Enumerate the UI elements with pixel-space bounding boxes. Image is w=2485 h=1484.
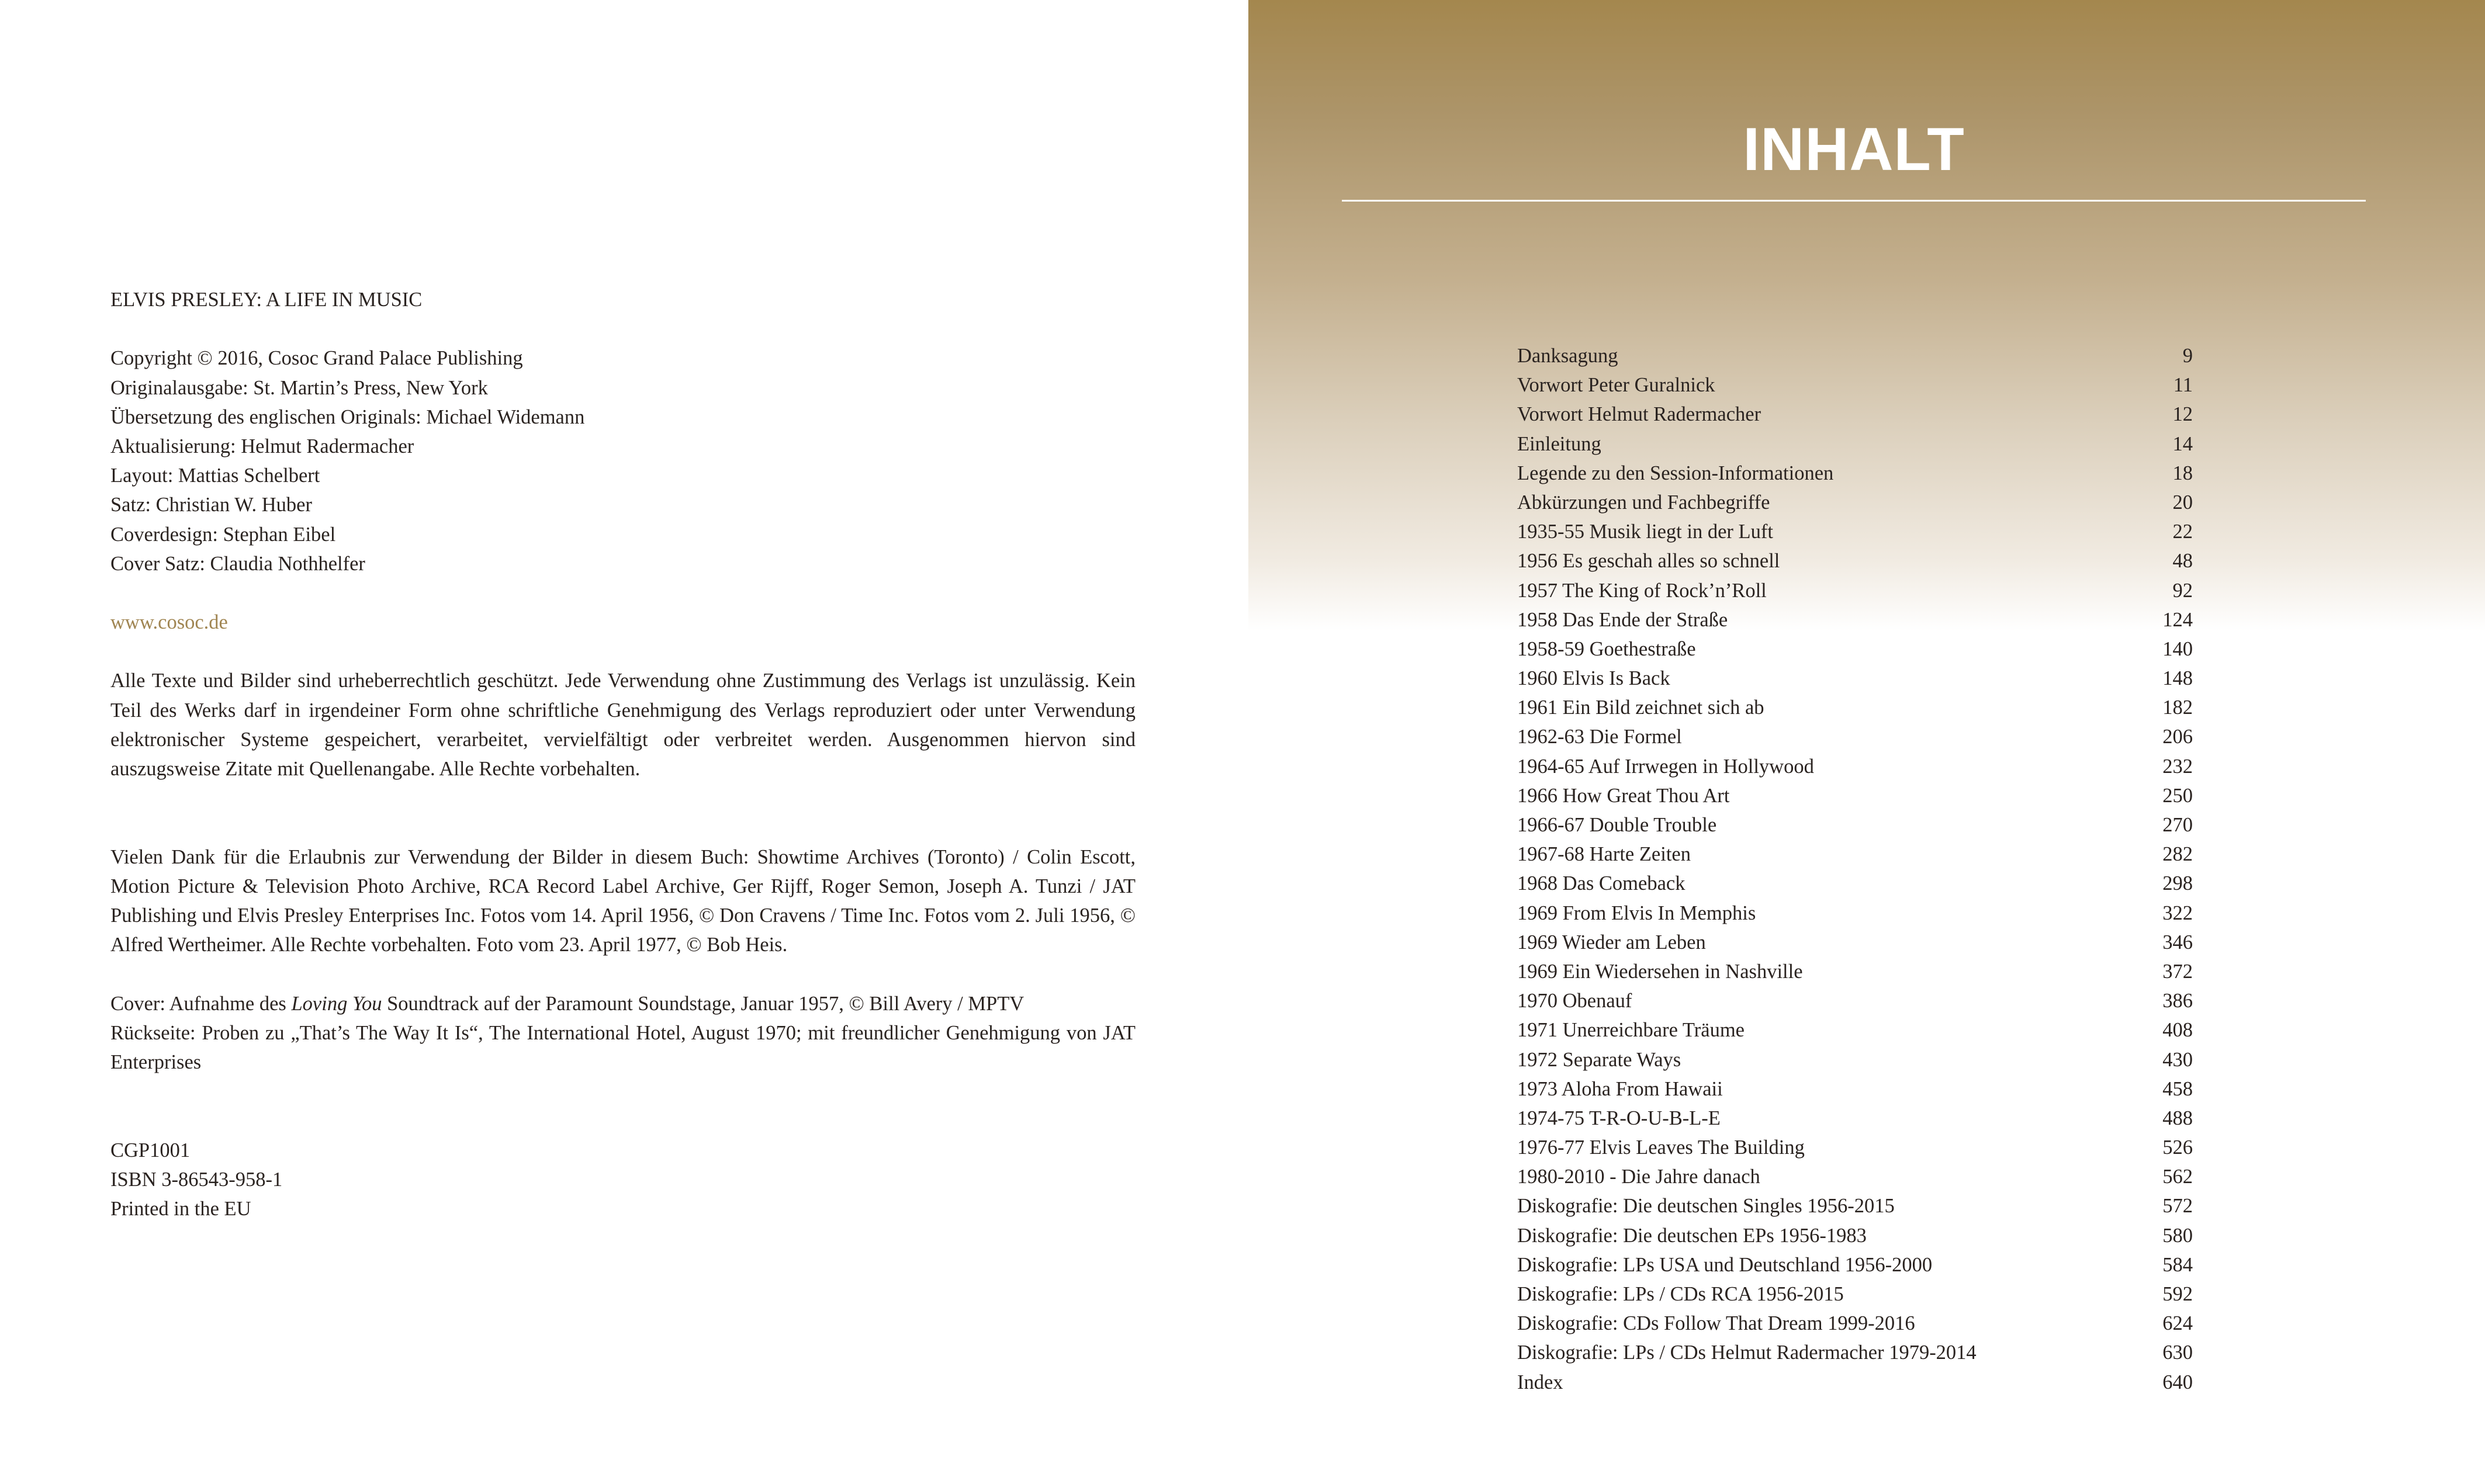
toc-entry[interactable] (1517, 576, 2193, 605)
toc-entry-page: 250 (2162, 784, 2193, 807)
toc-entry[interactable] (1517, 986, 2193, 1015)
toc-entry-page: 11 (2173, 374, 2193, 397)
toc-entry-label: 1980-2010 - Die Jahre danach (1517, 1166, 1760, 1188)
toc-entry-page: 9 (2182, 345, 2193, 367)
toc-entry-label: Einleitung (1517, 432, 1601, 455)
toc-entry[interactable] (1517, 928, 2193, 957)
imprint-block (110, 285, 1136, 1223)
toc-entry-label: 1966 How Great Thou Art (1517, 784, 1730, 807)
toc-entry-label: 1970 Obenauf (1517, 990, 1632, 1013)
toc-entry[interactable] (1517, 1104, 2193, 1133)
cover-credit (110, 989, 1136, 1018)
toc-entry[interactable] (1517, 429, 2193, 459)
toc-entry-page: 458 (2162, 1077, 2193, 1100)
toc-entry-page: 630 (2162, 1341, 2193, 1364)
toc-entry-page: 232 (2162, 755, 2193, 778)
toc-entry-label: 1935-55 Musik liegt in der Luft (1517, 521, 1773, 543)
toc-entry-label: Legende zu den Session-Informationen (1517, 462, 1834, 484)
toc-entry-page: 322 (2162, 902, 2193, 924)
cover-credit-prefix: Cover: Aufnahme des (110, 992, 292, 1015)
toc-entry-label: 1974-75 T-R-O-U-B-L-E (1517, 1107, 1721, 1129)
toc-entry[interactable] (1517, 1015, 2193, 1045)
toc-entry[interactable] (1517, 869, 2193, 898)
toc-entry-page: 386 (2162, 990, 2193, 1013)
toc-entry[interactable] (1517, 1162, 2193, 1191)
toc-entry-page: 48 (2172, 550, 2193, 573)
toc-entry[interactable] (1517, 1309, 2193, 1338)
toc-entry[interactable] (1517, 781, 2193, 810)
table-of-contents (1517, 341, 2193, 1397)
toc-entry-label: 1962-63 Die Formel (1517, 726, 1682, 748)
toc-entry[interactable] (1517, 899, 2193, 928)
toc-entry[interactable] (1517, 810, 2193, 840)
toc-entry[interactable] (1517, 1368, 2193, 1397)
toc-entry-page: 624 (2162, 1312, 2193, 1335)
toc-entry-page: 12 (2172, 403, 2193, 426)
toc-entry-label: Abkürzungen und Fachbegriffe (1517, 491, 1770, 514)
toc-entry-page: 346 (2162, 931, 2193, 953)
toc-entry-label: 1969 From Elvis In Memphis (1517, 902, 1756, 924)
toc-entry-page: 562 (2162, 1166, 2193, 1188)
toc-entry-label: Diskografie: LPs USA und Deutschland 1956-2000 (1517, 1253, 1933, 1276)
toc-entry-page: 584 (2162, 1253, 2193, 1276)
toc-entry-page: 298 (2162, 872, 2193, 895)
toc-entry-label: 1969 Wieder am Leben (1517, 931, 1706, 953)
toc-entry-label: 1968 Das Comeback (1517, 872, 1685, 895)
toc-entry-label: 1967-68 Harte Zeiten (1517, 843, 1691, 866)
toc-entry[interactable] (1517, 341, 2193, 370)
toc-entry-label: Vorwort Peter Guralnick (1517, 374, 1715, 397)
back-cover-credit: Rückseite: Proben zu „That’s The Way It Is“, The International Hotel, August 1970; mit freundlicher Genehmigung von JAT Enterprises (110, 1021, 1136, 1074)
toc-entry-page: 572 (2162, 1195, 2193, 1218)
toc-entry-page: 592 (2162, 1283, 2193, 1305)
toc-entry[interactable] (1517, 605, 2193, 634)
toc-entry-page: 526 (2162, 1136, 2193, 1159)
toc-entry-page: 282 (2162, 843, 2193, 866)
toc-entry-label: 1964-65 Auf Irrwegen in Hollywood (1517, 755, 1814, 778)
toc-entry-page: 20 (2172, 491, 2193, 514)
toc-entry[interactable] (1517, 1045, 2193, 1074)
heading-divider (1342, 200, 2366, 202)
toc-entry-page: 92 (2172, 579, 2193, 602)
toc-entry[interactable] (1517, 693, 2193, 722)
website-link[interactable]: www.cosoc.de (110, 611, 228, 634)
cover-credit-suffix: Soundtrack auf der Paramount Soundstage, Januar 1957, © Bill Avery / MPTV (382, 992, 1025, 1015)
toc-entry-page: 488 (2162, 1107, 2193, 1129)
toc-entry[interactable] (1517, 400, 2193, 429)
credit-line: Coverdesign: Stephan Eibel (110, 523, 336, 546)
toc-entry[interactable] (1517, 634, 2193, 664)
credit-line: Übersetzung des englischen Originals: Michael Widemann (110, 405, 585, 428)
credit-line: Copyright © 2016, Cosoc Grand Palace Publishing (110, 347, 523, 370)
rights-notice: Alle Texte und Bilder sind urheberrechtlich geschützt. Jede Verwendung ohne Zustimmung des Verlags ist unzulässig. Kein Teil des Werks darf in irgendeiner Form ohne schriftliche Genehmigung des Verlags reproduziert oder unter Verwendung elektronischer Systeme gespeichert, verarbeitet, vervielfältigt oder verbreitet werden. Ausgenommen hiervon sind auszugsweise Zitate mit Quellenangabe. Alle Rechte vorbehalten. (110, 670, 1136, 781)
toc-entry-page: 124 (2162, 608, 2193, 631)
toc-entry-page: 206 (2162, 726, 2193, 748)
toc-entry-page: 140 (2162, 637, 2193, 660)
credit-line: Satz: Christian W. Huber (110, 494, 312, 516)
toc-entry[interactable] (1517, 957, 2193, 986)
toc-entry-page: 182 (2162, 696, 2193, 719)
credit-line: Aktualisierung: Helmut Radermacher (110, 435, 414, 457)
toc-entry-label: 1958-59 Goethestraße (1517, 637, 1696, 660)
cover-credit-title: Loving You (291, 992, 382, 1015)
toc-entry-page: 408 (2162, 1019, 2193, 1042)
toc-entry[interactable] (1517, 1191, 2193, 1221)
toc-entry[interactable] (1517, 459, 2193, 488)
toc-entry-label: 1969 Ein Wiedersehen in Nashville (1517, 960, 1803, 983)
photo-credits: Vielen Dank für die Erlaubnis zur Verwendung der Bilder in diesem Buch: Showtime Archives (Toronto) / Colin Escott, Motion Picture & Television Photo Archive, RCA Record Label Archive, Ger Rijff, Roger Semon, Joseph A. Tunzi / JAT Publishing und Elvis Presley Enterprises Inc. Fotos vom 14. April 1956, © Don Cravens / Time Inc. Fotos vom 2. Juli 1956, © Alfred Wertheimer. Alle Rechte vorbehalten. Foto vom 23. April 1977, © Bob Heis. (110, 845, 1136, 956)
toc-entry[interactable] (1517, 1338, 2193, 1367)
isbn: ISBN 3-86543-958-1 (110, 1168, 283, 1191)
toc-entry[interactable] (1517, 1280, 2193, 1309)
credit-line: Layout: Mattias Schelbert (110, 464, 320, 487)
toc-entry-label: Diskografie: Die deutschen EPs 1956-1983 (1517, 1224, 1867, 1247)
toc-entry[interactable] (1517, 840, 2193, 869)
toc-entry-label: 1957 The King of Rock’n’Roll (1517, 579, 1767, 602)
toc-entry-page: 430 (2162, 1048, 2193, 1071)
toc-entry[interactable] (1517, 546, 2193, 575)
toc-entry-page: 14 (2172, 432, 2193, 455)
product-code: CGP1001 (110, 1139, 191, 1161)
printed-note: Printed in the EU (110, 1198, 251, 1221)
contents-heading: INHALT (1743, 116, 1965, 183)
toc-entry[interactable] (1517, 1250, 2193, 1280)
toc-entry[interactable] (1517, 722, 2193, 751)
toc-entry-page: 580 (2162, 1224, 2193, 1247)
toc-entry-label: 1966-67 Double Trouble (1517, 814, 1717, 836)
toc-entry-page: 640 (2162, 1371, 2193, 1393)
toc-entry-label: 1956 Es geschah alles so schnell (1517, 550, 1780, 573)
toc-entry-label: 1961 Ein Bild zeichnet sich ab (1517, 696, 1764, 719)
toc-entry-label: 1976-77 Elvis Leaves The Building (1517, 1136, 1805, 1159)
toc-entry[interactable] (1517, 1074, 2193, 1104)
toc-entry-label: 1972 Separate Ways (1517, 1048, 1681, 1071)
toc-entry[interactable] (1517, 752, 2193, 781)
toc-entry[interactable] (1517, 1133, 2193, 1162)
toc-entry-label: Diskografie: CDs Follow That Dream 1999-2016 (1517, 1312, 1915, 1335)
toc-entry-label: Index (1517, 1371, 1563, 1393)
toc-entry-page: 22 (2172, 521, 2193, 543)
toc-entry-page: 372 (2162, 960, 2193, 983)
toc-entry[interactable] (1517, 488, 2193, 517)
toc-entry-label: Diskografie: Die deutschen Singles 1956-2015 (1517, 1195, 1895, 1218)
toc-entry-label: 1958 Das Ende der Straße (1517, 608, 1728, 631)
toc-entry-label: Diskografie: LPs / CDs RCA 1956-2015 (1517, 1283, 1844, 1305)
toc-entry-page: 270 (2162, 814, 2193, 836)
book-title: ELVIS PRESLEY: A LIFE IN MUSIC (110, 289, 423, 311)
toc-entry-page: 148 (2162, 667, 2193, 690)
toc-entry-label: Danksagung (1517, 345, 1618, 367)
toc-entry-label: Vorwort Helmut Radermacher (1517, 403, 1761, 426)
toc-entry[interactable] (1517, 370, 2193, 400)
credit-line: Cover Satz: Claudia Nothhelfer (110, 552, 365, 575)
toc-entry-label: 1960 Elvis Is Back (1517, 667, 1670, 690)
toc-entry[interactable] (1517, 517, 2193, 546)
toc-entry-page: 18 (2172, 462, 2193, 484)
toc-entry[interactable] (1517, 664, 2193, 693)
toc-entry-label: 1973 Aloha From Hawaii (1517, 1077, 1723, 1100)
credit-line: Originalausgabe: St. Martin’s Press, New York (110, 376, 488, 399)
toc-entry[interactable] (1517, 1221, 2193, 1250)
toc-entry-label: 1971 Unerreichbare Träume (1517, 1019, 1745, 1042)
toc-entry-label: Diskografie: LPs / CDs Helmut Radermacher 1979-2014 (1517, 1341, 1977, 1364)
